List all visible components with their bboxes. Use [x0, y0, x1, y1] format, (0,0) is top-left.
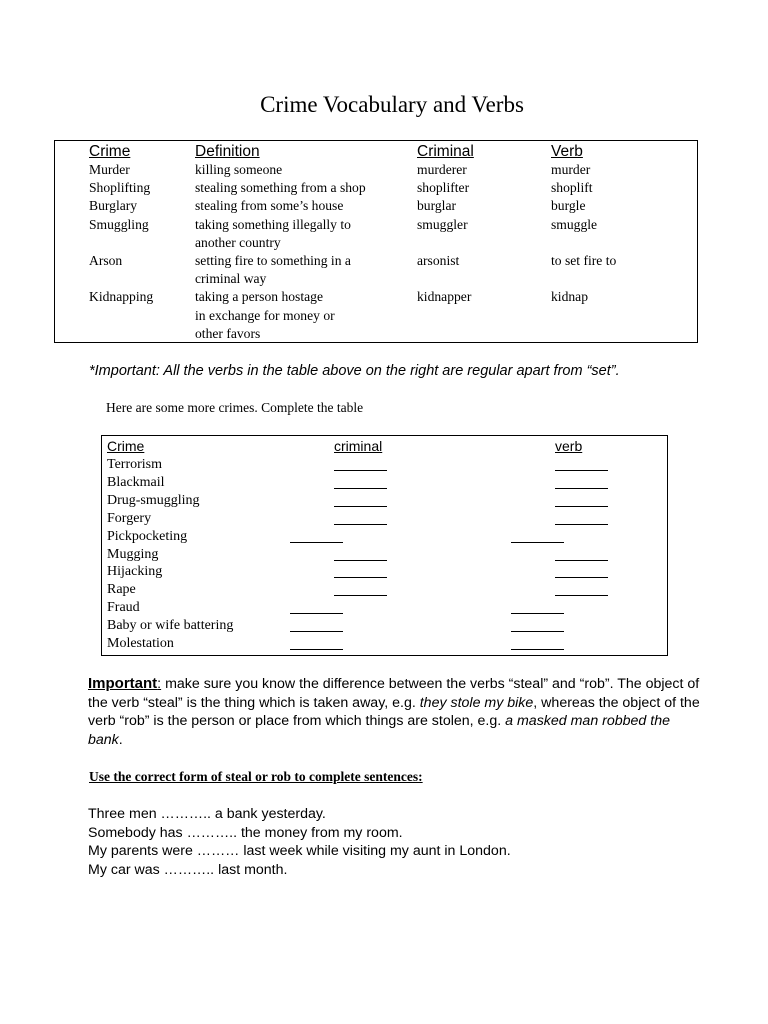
definition-line: in exchange for money or: [195, 307, 335, 323]
header-criminal: Criminal: [417, 143, 474, 160]
verb-blank[interactable]: [555, 564, 608, 578]
definition-line: killing someone: [195, 162, 283, 177]
verb-cell: to set fire to: [551, 253, 617, 269]
sentence-1: Three men ……….. a bank yesterday.: [88, 806, 326, 822]
criminal-blank[interactable]: [334, 457, 387, 471]
definition-line: setting fire to something in a: [195, 253, 351, 269]
exercise-table: [101, 435, 668, 656]
verb-blank[interactable]: [511, 600, 564, 614]
important-example-1: they stole my bike: [419, 694, 534, 711]
verb-cell: kidnap: [551, 289, 588, 305]
criminal-blank[interactable]: [290, 529, 343, 543]
exercise-instruction: Use the correct form of steal or rob to complete sentences:: [89, 769, 423, 784]
verb-cell: shoplift: [551, 180, 593, 196]
definition-line: stealing from some’s house: [195, 198, 344, 214]
definition-line: other favors: [195, 325, 261, 341]
important-text-2: , whereas the object of the verb “rob” is the person or place from which things are stolen, e.g.: [88, 694, 700, 729]
exercise-crime: Pickpocketing: [107, 528, 188, 544]
header-verb: Verb: [551, 143, 583, 160]
verb-cell: smuggle: [551, 216, 598, 232]
verb-cell: murder: [551, 162, 591, 177]
verb-cell: burgle: [551, 198, 586, 214]
crime-cell: Kidnapping: [89, 289, 154, 305]
important-example-2: a masked man robbed the bank: [88, 713, 670, 748]
crime-cell: Murder: [89, 162, 130, 177]
criminal-cell: murderer: [417, 162, 467, 177]
important-label: Important: [88, 675, 158, 692]
exercise-header-verb: verb: [555, 438, 583, 454]
important-note: *Important: All the verbs in the table above on the right are regular apart from “set”.: [89, 363, 620, 379]
vocabulary-row: [89, 161, 681, 179]
exercise-crime: Drug-smuggling: [107, 492, 200, 508]
criminal-cell: kidnapper: [417, 289, 472, 305]
crime-cell: Shoplifting: [89, 180, 151, 196]
verb-blank[interactable]: [555, 493, 608, 507]
criminal-blank[interactable]: [334, 582, 387, 596]
vocabulary-row: [89, 288, 681, 343]
criminal-cell: smuggler: [417, 216, 468, 232]
vocabulary-row: [89, 216, 681, 252]
important-text-3: .: [118, 731, 123, 748]
definition-line: taking something illegally to: [195, 216, 351, 232]
vocabulary-body: [89, 161, 681, 343]
sentence-3: My parents were ……… last week while visiting my aunt in London.: [88, 843, 511, 860]
definition-line: taking a person hostage: [195, 289, 323, 305]
exercise-crime: Terrorism: [107, 457, 163, 472]
exercise-crime: Mugging: [107, 546, 159, 562]
crime-cell: Smuggling: [89, 216, 149, 232]
verb-blank[interactable]: [555, 547, 608, 561]
criminal-blank[interactable]: [334, 547, 387, 561]
vocabulary-row: [89, 179, 681, 197]
exercise-crime: Molestation: [107, 636, 174, 651]
definition-cell: [195, 216, 417, 252]
exercise-intro: Here are some more crimes. Complete the table: [106, 400, 364, 415]
definition-cell: [195, 179, 417, 197]
criminal-blank[interactable]: [290, 618, 343, 632]
verb-blank[interactable]: [555, 582, 608, 596]
exercise-crime: Blackmail: [107, 474, 165, 490]
criminal-blank[interactable]: [290, 600, 343, 614]
exercise-crime: Rape: [107, 582, 136, 598]
definition-line: another country: [195, 234, 281, 250]
criminal-blank[interactable]: [334, 564, 387, 578]
verb-blank[interactable]: [511, 618, 564, 632]
criminal-blank[interactable]: [334, 475, 387, 489]
header-definition: Definition: [195, 143, 260, 160]
exercise-crime: Fraud: [107, 600, 140, 616]
criminal-cell: arsonist: [417, 253, 460, 269]
crime-cell: Arson: [89, 253, 123, 269]
definition-line: criminal way: [195, 271, 267, 287]
definition-cell: [195, 197, 417, 215]
header-crime: Crime: [89, 143, 131, 160]
criminal-cell: burglar: [417, 198, 457, 214]
criminal-blank[interactable]: [334, 493, 387, 507]
vocabulary-header-row: [89, 142, 681, 161]
exercise-crime: Hijacking: [107, 564, 163, 580]
verb-blank[interactable]: [555, 457, 608, 471]
important-paragraph: [88, 675, 708, 749]
verb-blank[interactable]: [511, 636, 564, 650]
verb-blank[interactable]: [555, 475, 608, 489]
vocabulary-row: [89, 197, 681, 215]
criminal-blank[interactable]: [290, 636, 343, 650]
exercise-crime: Baby or wife battering: [107, 618, 234, 634]
verb-blank[interactable]: [511, 529, 564, 543]
vocabulary-table: [89, 142, 681, 343]
important-text-1: make sure you know the difference between the verbs “steal” and “rob”. The object of the verb “steal” is the thing which is taken away, e.g.: [88, 676, 700, 711]
crime-cell: Burglary: [89, 198, 138, 214]
verb-blank[interactable]: [555, 511, 608, 525]
sentence-2: Somebody has ……….. the money from my room.: [88, 824, 403, 841]
page-title: Crime Vocabulary and Verbs: [260, 92, 524, 117]
exercise-crime: Forgery: [107, 510, 152, 526]
sentence-4: My car was ……….. last month.: [88, 862, 288, 879]
vocabulary-table-box: [54, 140, 698, 343]
exercise-header-criminal: criminal: [334, 438, 383, 454]
sentence-list: [88, 805, 511, 880]
definition-cell: [195, 161, 417, 179]
definition-line: stealing something from a shop: [195, 180, 366, 196]
criminal-blank[interactable]: [334, 511, 387, 525]
important-colon: :: [157, 676, 162, 692]
criminal-cell: shoplifter: [417, 180, 470, 196]
vocabulary-row: [89, 252, 681, 288]
definition-cell: [195, 288, 417, 343]
exercise-header-crime: Crime: [107, 438, 145, 454]
definition-cell: [195, 252, 417, 288]
